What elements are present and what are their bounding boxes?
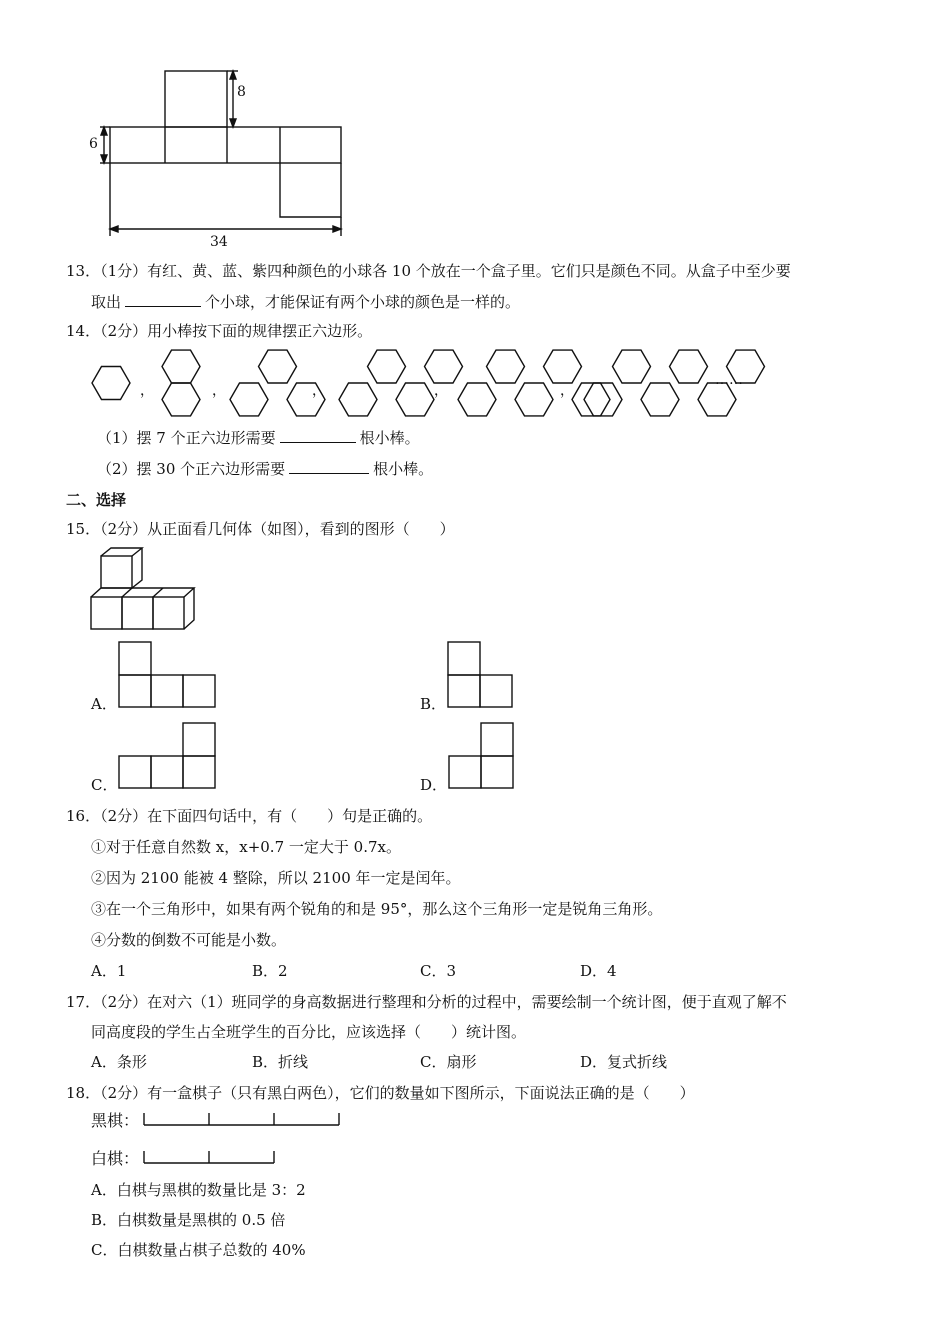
- hexagon: [368, 350, 406, 383]
- hexagon: [670, 350, 708, 383]
- hexagon: [92, 367, 130, 400]
- q15-option-a-label[interactable]: A．: [91, 695, 117, 713]
- q13-text-a: 取出: [91, 293, 122, 311]
- q16-number: 16．: [66, 807, 101, 825]
- q18-option-a[interactable]: A．白棋与黑棋的数量比是 3：2: [91, 1181, 306, 1199]
- q16-statement-2: ②因为 2100 能被 4 整除，所以 2100 年一定是闰年。: [91, 869, 461, 887]
- view-square: [481, 756, 513, 788]
- q18-score: （2分）: [100, 1084, 148, 1102]
- q17-line1: [66, 992, 787, 1012]
- view-square: [448, 675, 480, 707]
- arrow-head: [230, 119, 236, 127]
- q13-answer-blank[interactable]: [125, 292, 201, 307]
- q14-sub2-text-a: （2）摆 30 个正六边形需要: [97, 460, 286, 478]
- hex-separator: ，: [312, 383, 326, 399]
- view-square: [449, 756, 481, 788]
- q14-sub2: [97, 459, 433, 479]
- net-middle-strip: [110, 127, 341, 163]
- hexagon: [162, 350, 200, 383]
- arrow-head: [333, 226, 341, 232]
- net-top-face: [165, 71, 227, 127]
- q16-statement-1: ①对于任意自然数 x，x+0.7 一定大于 0.7x。: [91, 838, 401, 856]
- q17-option-d[interactable]: D．复式折线: [580, 1053, 668, 1071]
- q16-option-c[interactable]: C．3: [420, 962, 457, 980]
- hexagon: [259, 350, 297, 383]
- q14-sub1: [97, 428, 420, 448]
- hex-separator: ，: [140, 383, 154, 399]
- q16-option-a[interactable]: A．1: [91, 962, 127, 980]
- q18-number: 18．: [66, 1084, 101, 1102]
- cube-top: [101, 548, 142, 556]
- q15-score: （2分）: [100, 520, 148, 538]
- hex-separator: ，: [212, 383, 226, 399]
- hexagon: [425, 350, 463, 383]
- section-title: 二、选择: [66, 491, 127, 509]
- q14-sub1-answer-blank[interactable]: [280, 428, 356, 443]
- q14-sub2-answer-blank[interactable]: [289, 459, 369, 474]
- hexagon: [515, 383, 553, 416]
- hexagon: [396, 383, 434, 416]
- hex-separator: ，: [434, 383, 448, 399]
- q15-option-b-label[interactable]: B．: [420, 695, 447, 713]
- q16-option-b[interactable]: B．2: [252, 962, 288, 980]
- dim-label-left: 6: [89, 136, 98, 152]
- cube-edge: [153, 588, 163, 597]
- net-bottom-face: [280, 163, 341, 217]
- cube-side: [184, 588, 194, 629]
- q15-option-c-label[interactable]: C．: [91, 776, 118, 794]
- hexagon: [230, 383, 268, 416]
- q15-option-d-figure: [0, 721, 950, 791]
- cube-edge: [122, 588, 132, 597]
- q13-text: 有红、黄、蓝、紫四种颜色的小球各 10 个放在一个盒子里。它们只是颜色不同。从盒子中至少要: [147, 262, 791, 280]
- hexagon: [613, 350, 651, 383]
- q18-option-b[interactable]: B．白棋数量是黑棋的 0.5 倍: [91, 1211, 286, 1229]
- q13-text-b: 个小球，才能保证有两个小球的颜色是一样的。: [205, 293, 521, 311]
- hexagon: [458, 383, 496, 416]
- q18-text: 有一盒棋子（只有黑白两色），它们的数量如下图所示，下面说法正确的是（ ）: [147, 1084, 695, 1102]
- cube-front: [122, 597, 153, 629]
- q16-option-d[interactable]: D．4: [580, 962, 617, 980]
- q13-number: 13．: [66, 262, 101, 280]
- box-net-drawing: [0, 0, 950, 260]
- cube-front: [101, 556, 132, 588]
- q15-line: [66, 519, 455, 539]
- view-square: [481, 723, 513, 756]
- arrow-head: [230, 71, 236, 79]
- view-square: [448, 642, 480, 675]
- hex-ellipsis: ……: [715, 372, 743, 388]
- arrow-head: [110, 226, 118, 232]
- q17-option-b[interactable]: B．折线: [252, 1053, 309, 1071]
- dim-label-bottom: 34: [210, 234, 228, 250]
- q14-number: 14．: [66, 322, 101, 340]
- q15-option-d-label[interactable]: D．: [420, 776, 448, 794]
- q14-sub2-text-b: 根小棒。: [373, 460, 434, 478]
- q14-line: [66, 321, 372, 341]
- hexagon: [544, 350, 582, 383]
- q16-score: （2分）: [100, 807, 148, 825]
- q15-text: 从正面看几何体（如图），看到的图形（ ）: [147, 520, 455, 538]
- q13-score: （1分）: [100, 262, 148, 280]
- view-square: [480, 675, 512, 707]
- hexagon: [339, 383, 377, 416]
- white-pieces-tape: [0, 1146, 950, 1176]
- q14-text: 用小棒按下面的规律摆正六边形。: [147, 322, 373, 340]
- cube-top: [91, 588, 194, 597]
- q18-line: [66, 1083, 695, 1103]
- q16-line: [66, 806, 432, 826]
- q13-line2: [91, 292, 520, 312]
- solid-figure: [0, 545, 950, 645]
- q17-option-c[interactable]: C．扇形: [420, 1053, 477, 1071]
- hex-separator: ，: [560, 383, 574, 399]
- q16-text: 在下面四句话中，有（ ）句是正确的。: [147, 807, 433, 825]
- hexagon: [162, 383, 200, 416]
- q14-sub1-text-b: 根小棒。: [359, 429, 420, 447]
- q14-sub1-text-a: （1）摆 7 个正六边形需要: [97, 429, 276, 447]
- black-pieces-tape: [0, 1108, 950, 1138]
- black-pieces-label: 黑棋：: [91, 1111, 140, 1130]
- q17-line2: 同高度段的学生占全班学生的百分比，应该选择（ ）统计图。: [91, 1023, 527, 1041]
- q14-score: （2分）: [100, 322, 148, 340]
- q16-statement-3: ③在一个三角形中，如果有两个锐角的和是 95°，那么这个三角形一定是锐角三角形。: [91, 900, 663, 918]
- dim-label-top: 8: [237, 84, 246, 100]
- cube-front: [91, 597, 122, 629]
- q15-option-b-figure: [0, 640, 950, 710]
- hexagon: [487, 350, 525, 383]
- arrow-head: [101, 155, 107, 163]
- q16-statement-4: ④分数的倒数不可能是小数。: [91, 931, 287, 949]
- q18-option-c[interactable]: C．白棋数量占棋子总数的 40%: [91, 1241, 306, 1259]
- white-pieces-label: 白棋：: [91, 1149, 140, 1168]
- q17-score: （2分）: [100, 993, 148, 1011]
- q17-text: 在对六（1）班同学的身高数据进行整理和分析的过程中，需要绘制一个统计图，便于直观了解不: [147, 993, 787, 1011]
- arrow-head: [101, 127, 107, 135]
- hexagon: [641, 383, 679, 416]
- q13-line1: [66, 261, 791, 281]
- cube-front: [153, 597, 184, 629]
- q17-option-a[interactable]: A．条形: [91, 1053, 147, 1071]
- q17-number: 17．: [66, 993, 101, 1011]
- q15-number: 15．: [66, 520, 101, 538]
